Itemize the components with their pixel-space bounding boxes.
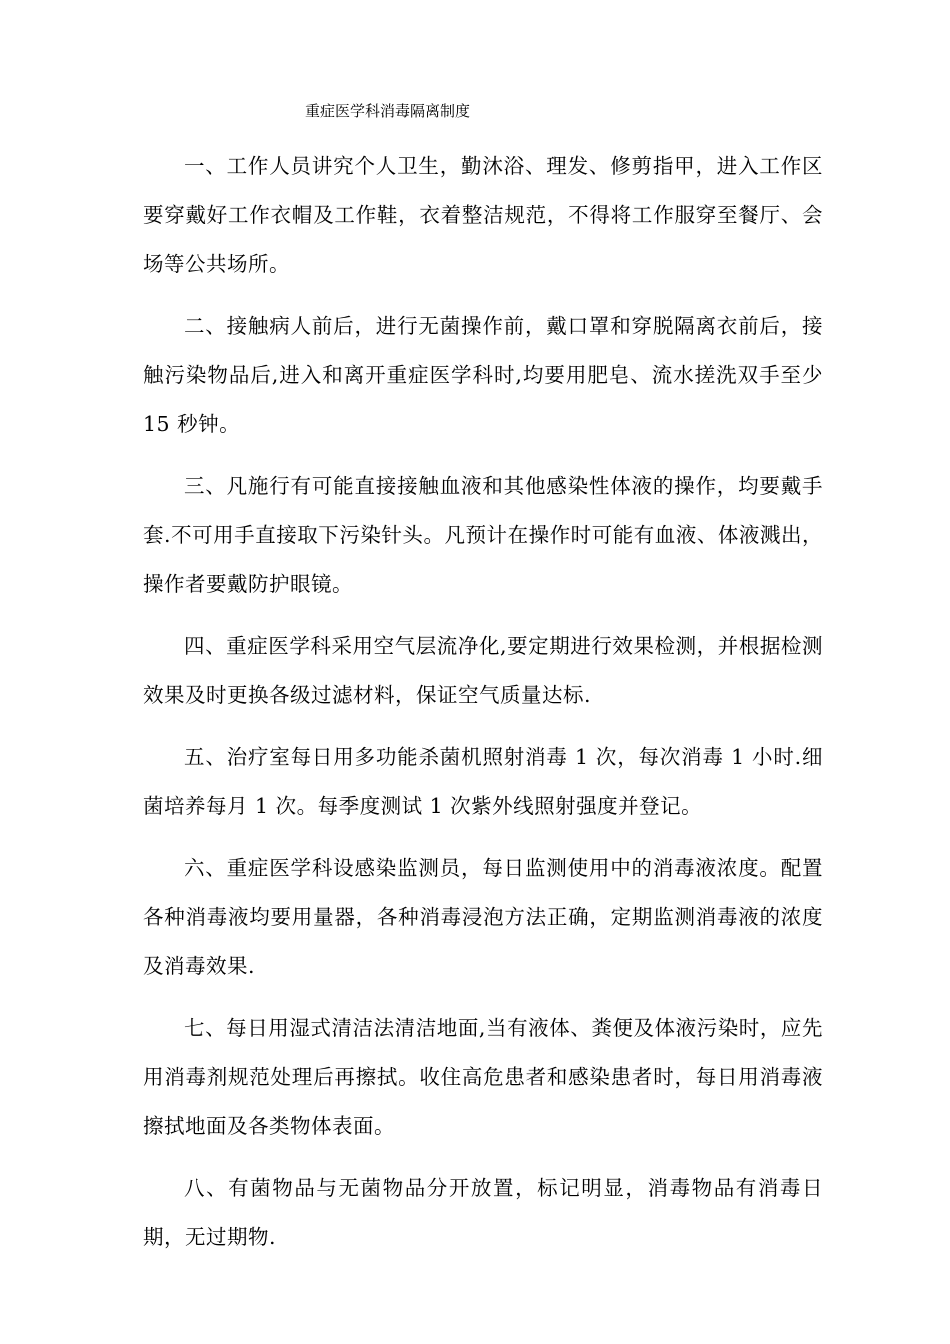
regulation-paragraph-1: 一、工作人员讲究个人卫生，勤沐浴、理发、修剪指甲，进入工作区要穿戴好工作衣帽及工作鞋，衣着整洁规范，不得将工作服穿至餐厅、会场等公共场所。 — [143, 154, 823, 276]
regulation-paragraph-8: 八、有菌物品与无菌物品分开放置，标记明显，消毒物品有消毒日期，无过期物. — [143, 1176, 823, 1249]
regulation-paragraph-4: 四、重症医学科采用空气层流净化,要定期进行效果检测，并根据检测效果及时更换各级过滤材料，保证空气质量达标. — [143, 634, 823, 707]
regulation-paragraph-6: 六、重症医学科设感染监测员，每日监测使用中的消毒液浓度。配置各种消毒液均要用量器，各种消毒浸泡方法正确，定期监测消毒液的浓度及消毒效果. — [143, 856, 823, 978]
regulation-paragraph-5: 五、治疗室每日用多功能杀菌机照射消毒 1 次，每次消毒 1 小时.细菌培养每月 1 次。每季度测试 1 次紫外线照射强度并登记。 — [143, 745, 823, 818]
regulation-paragraph-2: 二、接触病人前后，进行无菌操作前，戴口罩和穿脱隔离衣前后，接触污染物品后,进入和离开重症医学科时,均要用肥皂、流水搓洗双手至少 15 秒钟。 — [143, 314, 823, 436]
regulation-paragraph-7: 七、每日用湿式清洁法清洁地面,当有液体、粪便及体液污染时，应先用消毒剂规范处理后再擦拭。收住高危患者和感染患者时，每日用消毒液擦拭地面及各类物体表面。 — [143, 1016, 823, 1138]
document-title: 重症医学科消毒隔离制度 — [305, 102, 471, 120]
document-body — [143, 142, 823, 1275]
regulation-paragraph-3: 三、凡施行有可能直接接触血液和其他感染性体液的操作，均要戴手套.不可用手直接取下污染针头。凡预计在操作时可能有血液、体液溅出，操作者要戴防护眼镜。 — [143, 474, 823, 596]
